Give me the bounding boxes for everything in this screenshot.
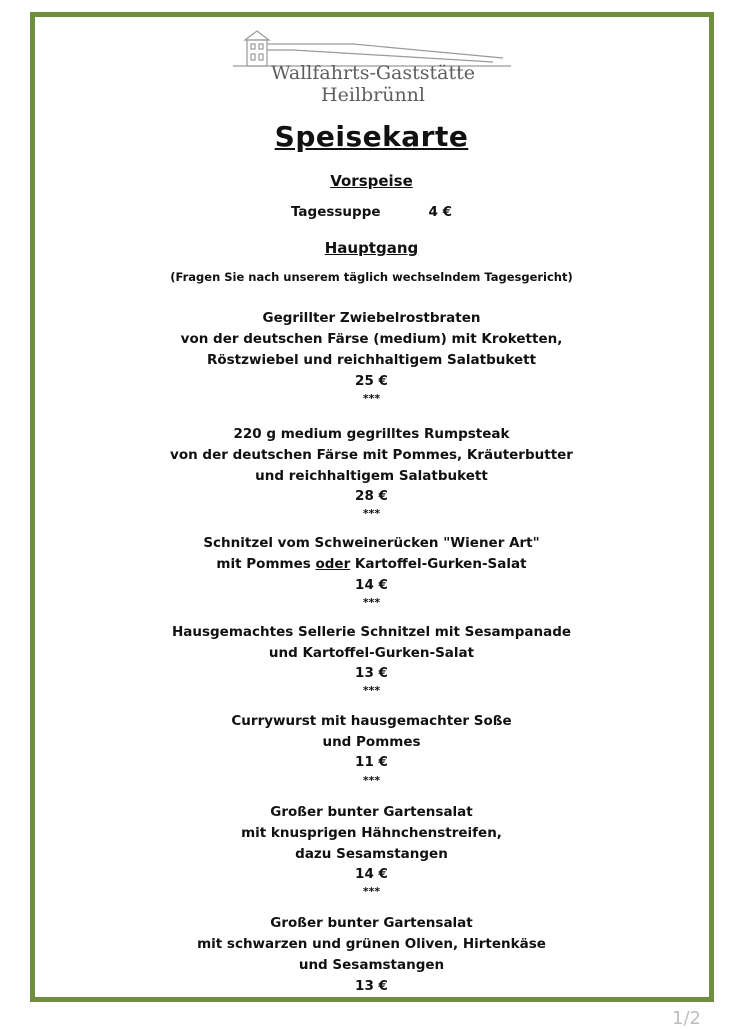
separator: *** — [362, 684, 381, 697]
dish2-line1: 220 g medium gegrilltes Rumpsteak — [233, 426, 510, 442]
dish4-price: 13 € — [355, 665, 388, 681]
dish6-line1: Großer bunter Gartensalat — [270, 804, 473, 820]
dish5-line2: und Pommes — [322, 734, 421, 750]
dish3-line2-or: oder — [315, 556, 351, 572]
dish2-line3: und reichhaltigem Salatbukett — [255, 468, 488, 484]
dish3-line2 — [0, 556, 743, 572]
dish6-line2: mit knusprigen Hähnchenstreifen, — [241, 825, 502, 841]
dish3-line1: Schnitzel vom Schweinerücken "Wiener Art" — [203, 535, 540, 551]
dish1-price: 25 € — [355, 373, 388, 389]
daily-dish-note: (Fragen Sie nach unserem täglich wechselndem Tagesgericht) — [170, 270, 573, 284]
dish3-price: 14 € — [355, 577, 388, 593]
page-title: Speisekarte — [274, 120, 469, 153]
section-heading-main: Hauptgang — [324, 239, 419, 257]
separator: *** — [362, 885, 381, 898]
dish3-line2-start: mit Pommes — [216, 556, 316, 572]
starter-item — [0, 204, 743, 220]
separator: *** — [362, 596, 381, 609]
page-indicator: 1/2 — [672, 1008, 701, 1029]
separator: *** — [362, 774, 381, 787]
separator: *** — [362, 392, 381, 405]
section-heading-starter: Vorspeise — [330, 172, 413, 190]
logo-name-line1: Wallfahrts-Gaststätte — [271, 62, 475, 84]
dish6-line3: dazu Sesamstangen — [295, 846, 448, 862]
dish7-line1: Großer bunter Gartensalat — [270, 915, 473, 931]
dish1-line2: von der deutschen Färse (medium) mit Kroketten, — [180, 331, 563, 347]
dish1-line1: Gegrillter Zwiebelrostbraten — [262, 310, 481, 326]
dish1-line3: Röstzwiebel und reichhaltigem Salatbukett — [206, 352, 537, 368]
logo-name-line2: Heilbrünnl — [321, 84, 425, 106]
restaurant-logo — [233, 30, 513, 105]
dish2-line2: von der deutschen Färse mit Pommes, Kräuterbutter — [170, 447, 573, 463]
dish2-price: 28 € — [355, 488, 388, 504]
separator: *** — [362, 507, 381, 520]
starter-item-price: 4 € — [428, 204, 453, 220]
dish7-price: 13 € — [355, 978, 388, 994]
dish5-line1: Currywurst mit hausgemachter Soße — [231, 713, 512, 729]
dish7-line2: mit schwarzen und grünen Oliven, Hirtenkäse — [197, 936, 546, 952]
dish4-line2: und Kartoffel-Gurken-Salat — [268, 645, 475, 661]
dish3-line2-end: Kartoffel-Gurken-Salat — [350, 556, 527, 572]
dish4-line1: Hausgemachtes Sellerie Schnitzel mit Sesampanade — [171, 624, 572, 640]
dish7-line3: und Sesamstangen — [298, 957, 445, 973]
dish5-price: 11 € — [355, 754, 388, 770]
starter-item-name: Tagessuppe — [290, 204, 381, 220]
dish6-price: 14 € — [355, 866, 388, 882]
